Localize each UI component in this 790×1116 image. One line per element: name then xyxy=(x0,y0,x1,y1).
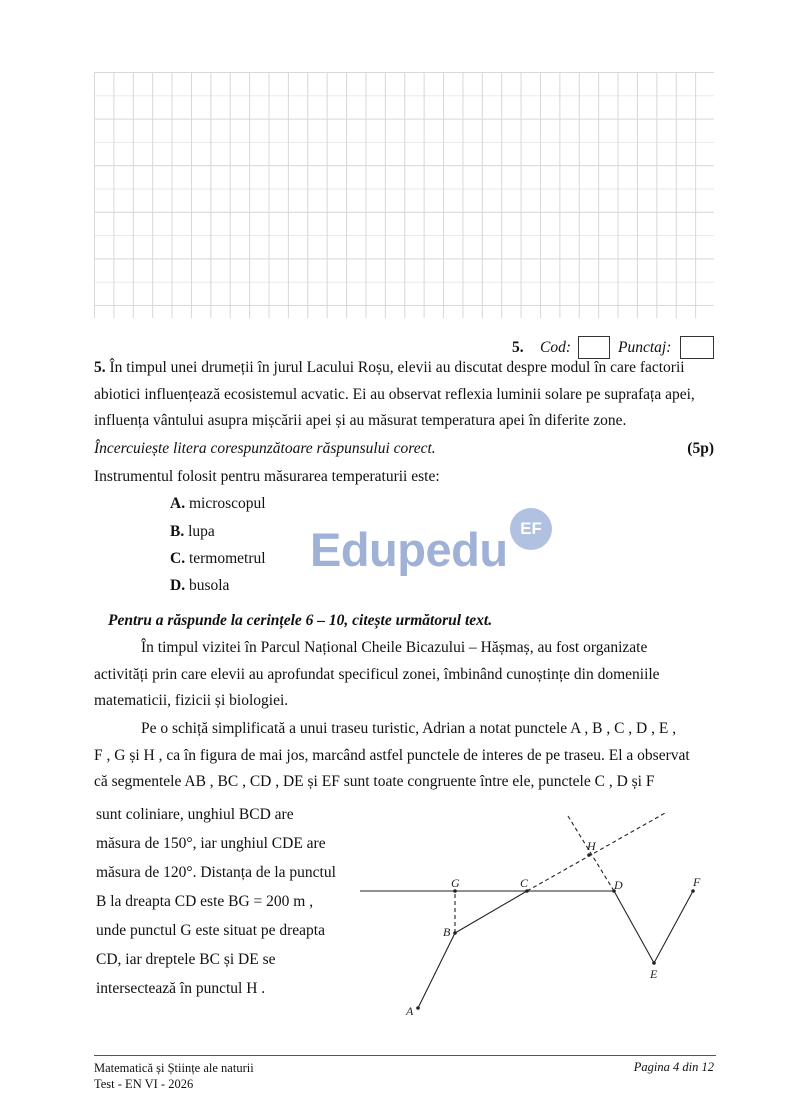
option-c[interactable]: C. termometrul xyxy=(170,550,266,567)
point-e xyxy=(652,961,656,965)
answer-grid[interactable] xyxy=(94,72,714,318)
footer-page-number: Pagina 4 din 12 xyxy=(633,1060,714,1074)
label-d: D xyxy=(614,878,623,892)
context-paragraph-1 xyxy=(94,635,716,715)
side-line: măsura de 120°. Distanța de la punctul xyxy=(96,864,336,881)
question-5-text xyxy=(94,355,716,435)
segment-bc xyxy=(455,891,527,933)
p1-line-3: matematicii, fizicii și biologiei. xyxy=(94,692,289,709)
question-number: 5. xyxy=(94,359,106,376)
context-paragraph-2 xyxy=(94,716,716,796)
footer-test: Test - EN VI - 2026 xyxy=(94,1077,194,1091)
point-h xyxy=(587,853,591,857)
segment-de xyxy=(614,891,654,963)
label-g: G xyxy=(451,876,460,890)
watermark-badge: EF xyxy=(510,508,552,550)
option-d[interactable]: D. busola xyxy=(170,577,230,594)
footer-subject: Matematică și Științe ale naturii xyxy=(94,1061,254,1075)
side-line: CD, iar dreptele BC și DE se xyxy=(96,951,276,968)
point-a xyxy=(416,1006,420,1010)
point-f xyxy=(691,889,695,893)
side-line: măsura de 150°, iar unghiul CDE are xyxy=(96,835,326,852)
question-prompt: Instrumentul folosit pentru măsurarea temperaturii este: xyxy=(94,468,440,485)
punctaj-label: Punctaj: xyxy=(618,339,672,356)
figure-lines xyxy=(360,812,693,1008)
side-line: B la dreapta CD este BG = 200 m , xyxy=(96,893,314,910)
label-e: E xyxy=(650,967,658,981)
question-instruction: Încercuiește litera corespunzătoare răspunsului corect. xyxy=(94,440,436,457)
point-b xyxy=(453,931,457,935)
line-de-extension xyxy=(568,816,614,891)
p2-line-1: Pe o schiță simplificată a unui traseu turistic, Adrian a notat punctele A , B , C , D , E , xyxy=(141,720,677,737)
watermark-text: Edupedu xyxy=(310,523,508,576)
side-text xyxy=(96,800,344,1003)
question-line-3: influența vântului asupra mișcării apei și au măsurat temperatura apei în diferite zone. xyxy=(94,412,627,429)
question-points: (5p) xyxy=(687,440,714,457)
segment-ab xyxy=(418,933,455,1008)
option-b[interactable]: B. lupa xyxy=(170,523,215,540)
p2-line-2: F , G și H , ca în figura de mai jos, marcând astfel punctele de interes de pe traseu. El a observat xyxy=(94,746,690,764)
item-number: 5. xyxy=(512,339,524,356)
question-line-1: În timpul unei drumeții în jurul Lacului Roșu, elevii au discutat despre modul în care factorii xyxy=(105,359,685,376)
label-a: A xyxy=(406,1004,414,1018)
label-h: H xyxy=(587,839,596,853)
footer-left xyxy=(94,1060,254,1092)
context-heading: Pentru a răspunde la cerințele 6 – 10, citește următorul text. xyxy=(108,612,493,629)
p2-line-3: că segmentele AB , BC , CD , DE și EF sunt toate congruente între ele, punctele C , D și F xyxy=(94,773,655,790)
side-line: intersectează în punctul H . xyxy=(96,980,266,997)
side-line: sunt coliniare, unghiul BCD are xyxy=(96,806,294,823)
p1-line-1: În timpul vizitei în Parcul Național Cheile Bicazului – Hășmaș, au fost organizate xyxy=(141,639,648,656)
line-bc-extension xyxy=(527,812,674,891)
segment-ef xyxy=(654,891,693,963)
trail-figure xyxy=(356,812,722,1024)
label-f: F xyxy=(693,875,701,889)
option-a[interactable]: A. microscopul xyxy=(170,495,266,512)
label-c: C xyxy=(520,876,529,890)
side-line: unde punctul G este situat pe dreapta xyxy=(96,922,325,939)
edupedu-watermark xyxy=(310,508,560,578)
question-line-2: abiotici influențează ecosistemul acvatic. Ei au observat reflexia luminii solare pe suprafața apei, xyxy=(94,385,695,403)
p1-line-2: activități prin care elevii au aprofundat specificul zonei, îmbinând cunoștințe din domeniile xyxy=(94,665,660,683)
cod-label: Cod: xyxy=(540,339,571,356)
label-b: B xyxy=(443,925,451,939)
footer-divider xyxy=(94,1055,716,1056)
